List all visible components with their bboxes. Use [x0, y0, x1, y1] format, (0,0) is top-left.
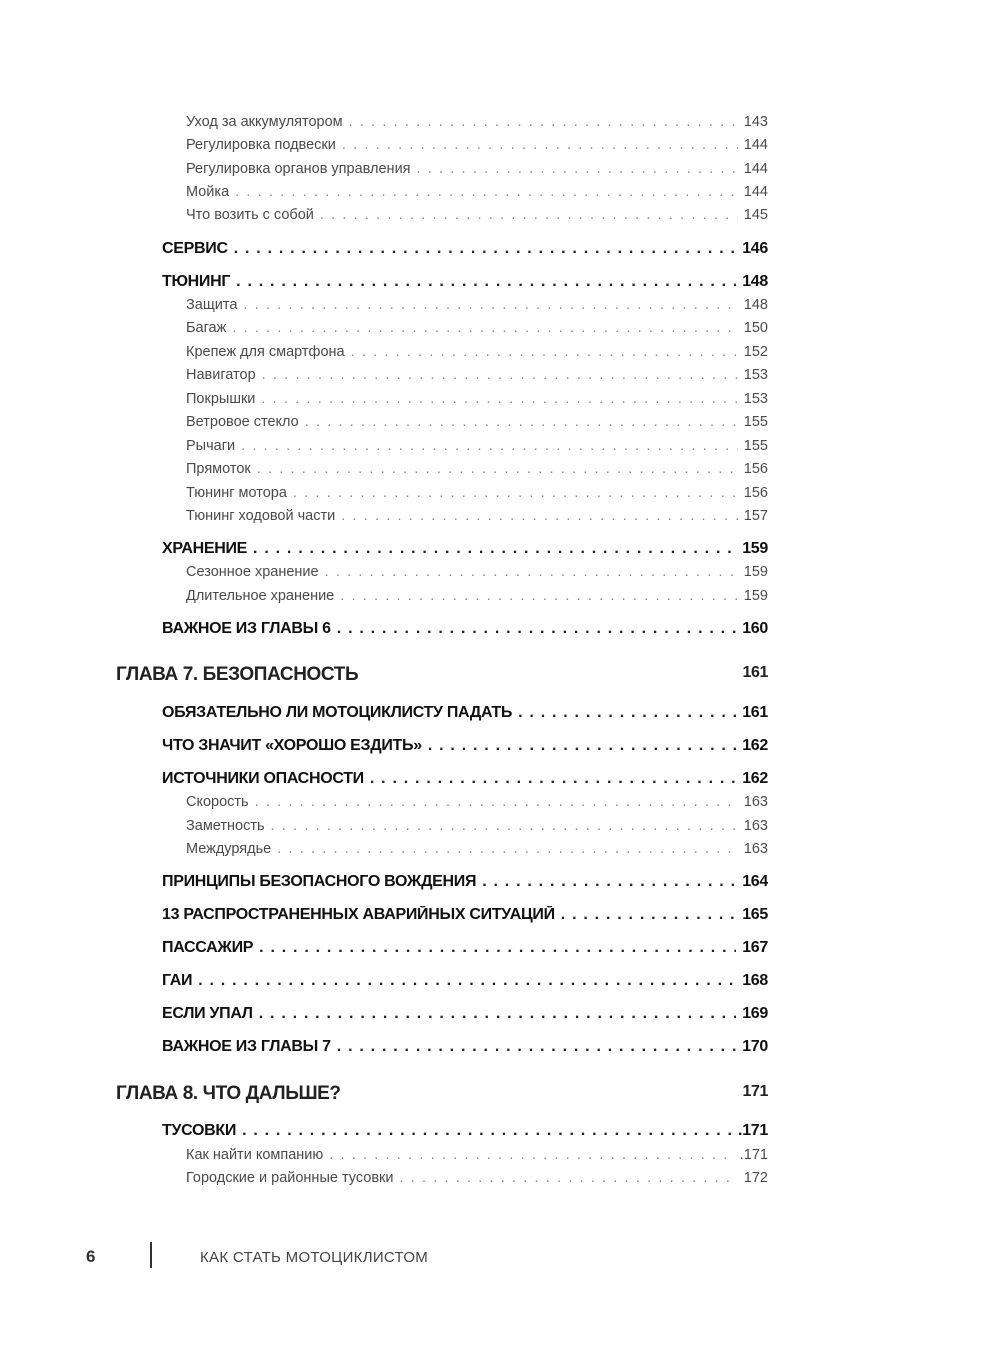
- toc-entry[interactable]: [186, 438, 768, 454]
- toc-entry[interactable]: [186, 367, 768, 383]
- toc-section-label: ЕСЛИ УПАЛ: [162, 1005, 253, 1022]
- toc-entry-page: 155: [743, 438, 768, 454]
- toc-entry[interactable]: [186, 588, 768, 604]
- toc-section-page: 161: [742, 704, 768, 721]
- toc-entry-label: Рычаги: [186, 438, 236, 454]
- toc-chapter-label: ГЛАВА 8. ЧТО ДАЛЬШЕ?: [116, 1083, 341, 1104]
- toc-section-page: 159: [742, 540, 768, 557]
- toc-entry[interactable]: [186, 508, 768, 524]
- toc-entry[interactable]: [186, 485, 768, 501]
- toc-section-page: 160: [742, 620, 768, 637]
- leader-dots: [351, 344, 738, 360]
- toc-entry[interactable]: [186, 161, 768, 177]
- toc-entry-label: Тюнинг мотора: [186, 485, 287, 501]
- toc-entry-page: 157: [743, 508, 768, 524]
- toc-entry-page: 148: [743, 297, 768, 313]
- toc-entry[interactable]: [186, 414, 768, 430]
- toc-section[interactable]: [162, 620, 768, 638]
- toc-section-page: 165: [742, 906, 768, 923]
- toc-section-page: 146: [742, 240, 768, 257]
- toc-chapter-page: 161: [742, 664, 768, 681]
- toc-section[interactable]: [162, 240, 768, 258]
- toc-section[interactable]: [162, 906, 768, 924]
- toc-section[interactable]: [162, 873, 768, 891]
- toc-entry-label: Крепеж для смартфона: [186, 344, 345, 360]
- leader-dots: [198, 972, 736, 990]
- toc-section-page: 162: [742, 737, 768, 754]
- toc-entry[interactable]: [186, 297, 768, 313]
- toc-entry-label: Регулировка подвески: [186, 137, 336, 153]
- toc-section-page: 162: [742, 770, 768, 787]
- toc-entry-label: Тюнинг ходовой части: [186, 508, 336, 524]
- toc-entry[interactable]: [186, 1170, 768, 1186]
- toc-section-label: ОБЯЗАТЕЛЬНО ЛИ МОТОЦИКЛИСТУ ПАДАТЬ: [162, 704, 513, 721]
- toc-entry-page: 144: [743, 137, 768, 153]
- leader-dots: [271, 818, 738, 834]
- toc-section-label: ИСТОЧНИКИ ОПАСНОСТИ: [162, 770, 364, 787]
- toc-section[interactable]: [162, 273, 768, 291]
- leader-dots: [255, 794, 738, 810]
- toc-section-label: ГАИ: [162, 972, 193, 989]
- toc-section-page: 168: [742, 972, 768, 989]
- toc-entry-label: Навигатор: [186, 367, 256, 383]
- toc-entry-page: 155: [743, 414, 768, 430]
- toc-section-page: 170: [742, 1038, 768, 1055]
- page-number: 6: [86, 1247, 96, 1266]
- leader-dots: [261, 391, 737, 407]
- toc-entry-label: Длительное хранение: [186, 588, 335, 604]
- leader-dots: [337, 620, 736, 638]
- toc-entry-label: Защита: [186, 297, 238, 313]
- toc-entry-label: Ветровое стекло: [186, 414, 299, 430]
- leader-dots: [399, 1170, 737, 1186]
- toc-entry-label: Покрышки: [186, 391, 256, 407]
- toc-entry-page: .171: [739, 1147, 768, 1163]
- toc-entry-label: Городские и районные тусовки: [186, 1170, 394, 1186]
- leader-dots: [259, 1005, 736, 1023]
- leader-dots: [241, 438, 738, 454]
- toc-section[interactable]: [162, 540, 768, 558]
- toc-section-label: СЕРВИС: [162, 240, 228, 257]
- toc-chapter-page: 171: [742, 1083, 768, 1100]
- toc-entry-page: 163: [743, 818, 768, 834]
- leader-dots: [243, 297, 737, 313]
- toc-entry[interactable]: [186, 1147, 768, 1163]
- toc-section-page: 164: [742, 873, 768, 890]
- toc-entry-page: 152: [743, 344, 768, 360]
- toc-entry-label: Что возить с собой: [186, 207, 314, 223]
- toc-entry-page: 143: [743, 114, 768, 130]
- toc-entry[interactable]: [186, 818, 768, 834]
- leader-dots: [242, 1122, 732, 1140]
- toc-entry[interactable]: [186, 344, 768, 360]
- toc-section-label: ВАЖНОЕ ИЗ ГЛАВЫ 7: [162, 1038, 331, 1055]
- leader-dots: [482, 873, 736, 891]
- toc-entry[interactable]: [186, 461, 768, 477]
- leader-dots: [257, 461, 738, 477]
- toc-entry-label: Заметность: [186, 818, 265, 834]
- toc-entry-page: 156: [743, 461, 768, 477]
- leader-dots: [277, 841, 738, 857]
- leader-dots: [370, 770, 736, 788]
- toc-entry[interactable]: [186, 564, 768, 580]
- toc-section-page: 148: [742, 273, 768, 290]
- leader-dots: [337, 1038, 736, 1056]
- toc-entry-page: 153: [743, 367, 768, 383]
- toc-section-label: ЧТО ЗНАЧИТ «ХОРОШО ЕЗДИТЬ»: [162, 737, 422, 754]
- toc-section-page: .171: [738, 1122, 768, 1139]
- leader-dots: [340, 588, 738, 604]
- toc-entry[interactable]: [186, 114, 768, 130]
- toc-entry-page: 172: [743, 1170, 768, 1186]
- toc-entry[interactable]: [186, 841, 768, 857]
- toc-section-label: ТУСОВКИ: [162, 1122, 237, 1139]
- toc-entry[interactable]: [186, 184, 768, 200]
- toc-section[interactable]: [162, 939, 768, 957]
- toc-section[interactable]: [162, 704, 768, 722]
- leader-dots: [518, 704, 736, 722]
- toc-entry[interactable]: [186, 137, 768, 153]
- toc-section[interactable]: [162, 972, 768, 990]
- toc-entry-label: Регулировка органов управления: [186, 161, 411, 177]
- toc-section[interactable]: [162, 1038, 768, 1056]
- leader-dots: [320, 207, 738, 223]
- toc-entry-label: Как найти компанию: [186, 1147, 324, 1163]
- toc-section-label: ТЮНИНГ: [162, 273, 231, 290]
- toc-entry-page: 159: [743, 564, 768, 580]
- toc-section-page: 169: [742, 1005, 768, 1022]
- leader-dots: [253, 540, 736, 558]
- leader-dots: [561, 906, 736, 924]
- toc-entry[interactable]: [186, 207, 768, 223]
- toc-entry-page: 144: [743, 184, 768, 200]
- leader-dots: [234, 240, 736, 258]
- leader-dots: [342, 137, 738, 153]
- toc-section-label: ПАССАЖИР: [162, 939, 254, 956]
- toc-entry-label: Сезонное хранение: [186, 564, 319, 580]
- toc-section-label: ХРАНЕНИЕ: [162, 540, 248, 557]
- toc-section-label: 13 РАСПРОСТРАНЕННЫХ АВАРИЙНЫХ СИТУАЦИЙ: [162, 906, 555, 923]
- leader-dots: [293, 485, 738, 501]
- toc-entry-page: 163: [743, 794, 768, 810]
- toc-entry-page: 150: [743, 320, 768, 336]
- leader-dots: [232, 320, 737, 336]
- toc-entry-page: 156: [743, 485, 768, 501]
- toc-section-label: ПРИНЦИПЫ БЕЗОПАСНОГО ВОЖДЕНИЯ: [162, 873, 477, 890]
- toc-entry-label: Прямоток: [186, 461, 251, 477]
- toc-chapter[interactable]: [116, 664, 768, 686]
- toc-entry[interactable]: [186, 391, 768, 407]
- leader-dots: [305, 414, 738, 430]
- leader-dots: [235, 184, 738, 200]
- toc-section-label: ВАЖНОЕ ИЗ ГЛАВЫ 6: [162, 620, 331, 637]
- toc-entry-page: 144: [743, 161, 768, 177]
- leader-dots: [417, 161, 738, 177]
- toc-entry-page: 163: [743, 841, 768, 857]
- toc-section[interactable]: [162, 1005, 768, 1023]
- toc-entry-label: Мойка: [186, 184, 230, 200]
- toc-entry-label: Багаж: [186, 320, 227, 336]
- leader-dots: [341, 508, 738, 524]
- leader-dots: [236, 273, 736, 291]
- footer-divider: [150, 1242, 152, 1268]
- toc-entry[interactable]: [186, 320, 768, 336]
- toc-entry[interactable]: [186, 794, 768, 810]
- toc-section-page: 167: [742, 939, 768, 956]
- toc-chapter-label: ГЛАВА 7. БЕЗОПАСНОСТЬ: [116, 664, 359, 685]
- toc-section[interactable]: [162, 770, 768, 788]
- running-footer-title: КАК СТАТЬ МОТОЦИКЛИСТОМ: [200, 1249, 429, 1266]
- toc-section[interactable]: [162, 1122, 768, 1140]
- toc-entry-label: Междурядье: [186, 841, 272, 857]
- toc-entry-page: 153: [743, 391, 768, 407]
- leader-dots: [349, 114, 738, 130]
- toc-entry-page: 145: [743, 207, 768, 223]
- toc-entry-label: Скорость: [186, 794, 249, 810]
- leader-dots: [325, 564, 738, 580]
- toc-entry-label: Уход за аккумулятором: [186, 114, 343, 130]
- leader-dots: [428, 737, 736, 755]
- leader-dots: [262, 367, 738, 383]
- leader-dots: [329, 1147, 734, 1163]
- toc-section[interactable]: [162, 737, 768, 755]
- toc-chapter[interactable]: [116, 1083, 768, 1105]
- leader-dots: [259, 939, 736, 957]
- toc-entry-page: 159: [743, 588, 768, 604]
